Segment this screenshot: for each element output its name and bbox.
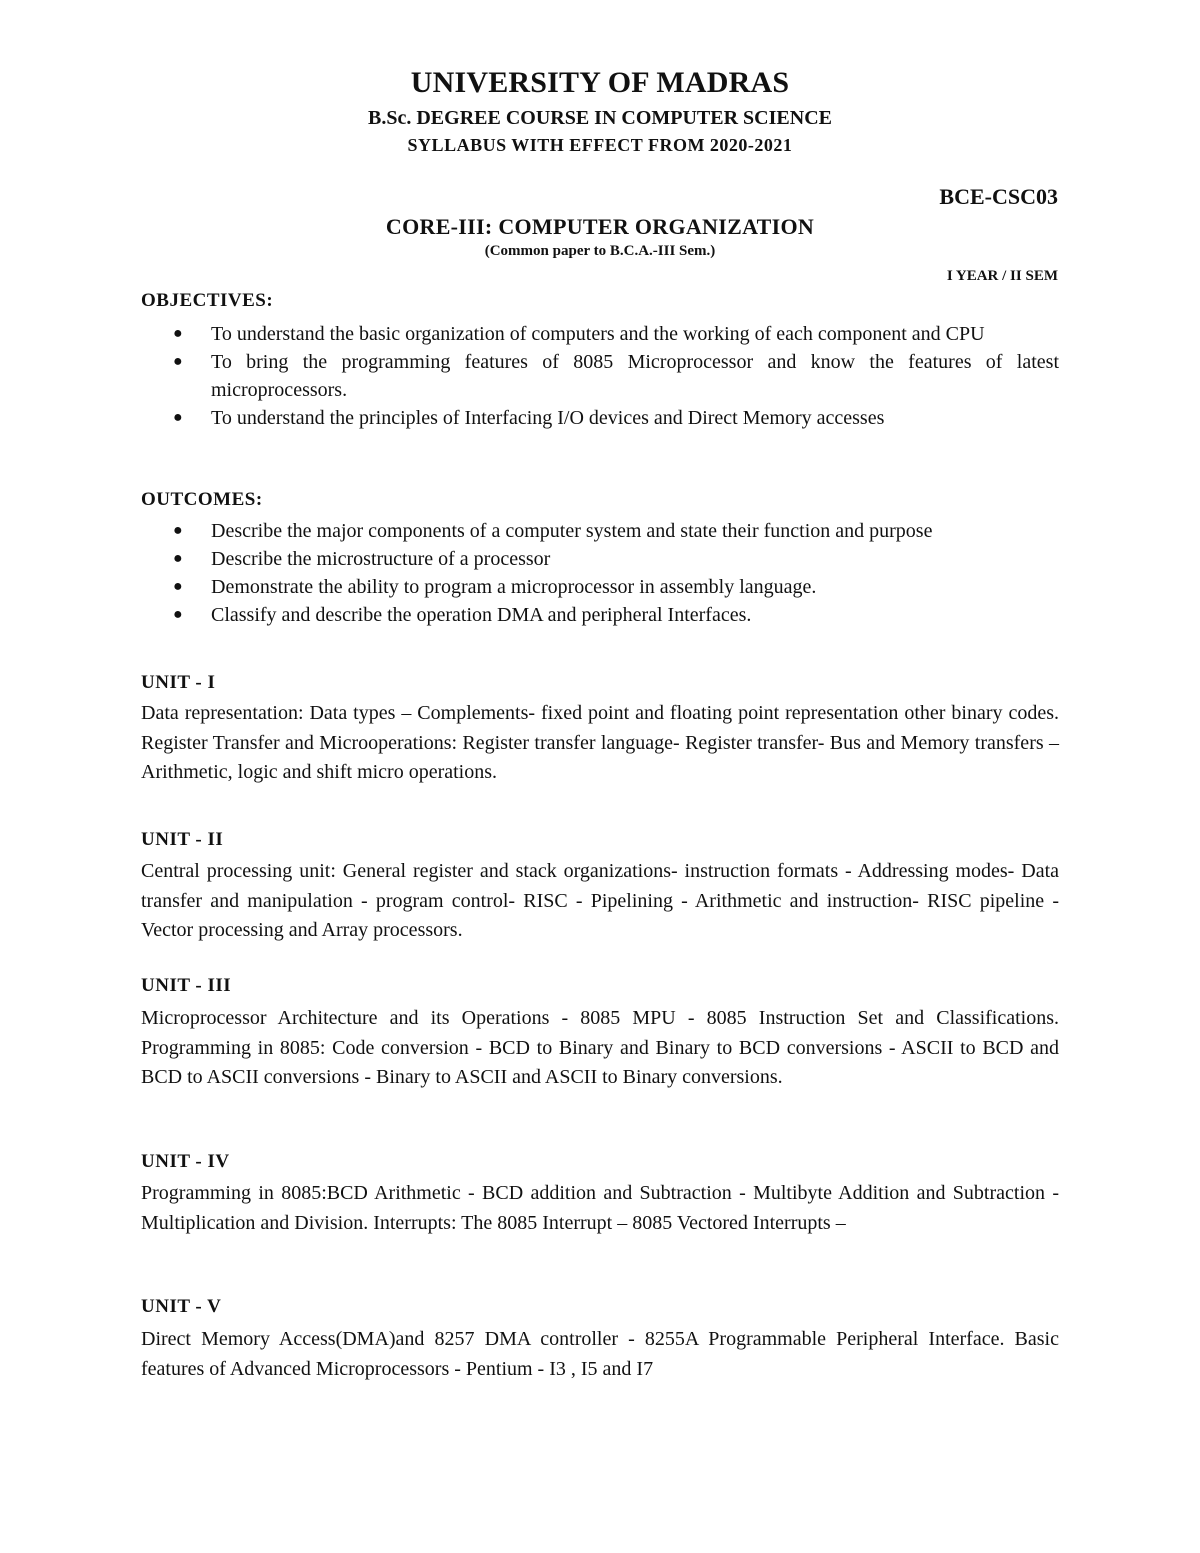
unit-5-body: Direct Memory Access(DMA)and 8257 DMA controller - 8255A Programmable Peripheral Interface. Basic features of Advanced Microprocessors - Pentium - I3 , I5 and I7 — [141, 1328, 1059, 1380]
list-item: ● To understand the principles of Interfacing I/O devices and Direct Memory accesses — [141, 404, 1059, 432]
unit-3-heading: UNIT - III — [141, 975, 232, 996]
bullet-icon: ● — [173, 606, 183, 623]
list-item: ● To understand the basic organization of computers and the working of each component and CPU — [141, 320, 1059, 348]
course-code: BCE-CSC03 — [939, 184, 1058, 209]
list-item: ● To bring the programming features of 8085 Microprocessor and know the features of latest microprocessors. — [141, 348, 1059, 404]
syllabus-effective-line: SYLLABUS WITH EFFECT FROM 2020-2021 — [407, 135, 793, 155]
list-item: ● Describe the microstructure of a processor — [141, 545, 1001, 573]
outcomes-heading: OUTCOMES: — [141, 489, 263, 510]
unit-2-body: Central processing unit: General register and stack organizations- instruction formats - Addressing modes- Data transfer and manipulation - program control- RISC - Pipelining - Arithmetic and instruction- RISC pipeline - Vector processing and Array processors. — [141, 860, 1059, 941]
unit-4-body: Programming in 8085:BCD Arithmetic - BCD addition and Subtraction - Multibyte Addition and Subtraction - Multiplication and Division. Interrupts: The 8085 Interrupt – 8085 Vectored Interrupts – — [141, 1182, 1059, 1234]
outcomes-list — [141, 517, 1001, 629]
unit-1-heading: UNIT - I — [141, 672, 216, 693]
common-paper-note: (Common paper to B.C.A.-III Sem.) — [484, 243, 716, 259]
bullet-icon: ● — [173, 325, 183, 342]
unit-1-body: Data representation: Data types – Complements- fixed point and floating point representation other binary codes. Register Transfer and Microoperations: Register transfer language- Register transfer- Bus and Memory transfers – Arithmetic, logic and shift micro operations. — [141, 702, 1059, 783]
university-title: UNIVERSITY OF MADRAS — [410, 66, 790, 99]
bullet-icon: ● — [173, 522, 183, 539]
unit-3-body: Microprocessor Architecture and its Operations - 8085 MPU - 8085 Instruction Set and Classifications. Programming in 8085: Code conversion - BCD to Binary and Binary to BCD conversions - ASCII to BCD and BCD to ASCII conversions - Binary to ASCII and ASCII to Binary conversions. — [141, 1007, 1059, 1088]
list-item: ● Demonstrate the ability to program a microprocessor in assembly language. — [141, 573, 1001, 601]
list-item: ● Classify and describe the operation DMA and peripheral Interfaces. — [141, 601, 1001, 629]
unit-2-heading: UNIT - II — [141, 829, 224, 850]
objectives-list — [141, 320, 1059, 432]
unit-5-heading: UNIT - V — [141, 1296, 222, 1317]
bullet-icon: ● — [173, 409, 183, 426]
bullet-icon: ● — [173, 550, 183, 567]
bullet-icon: ● — [173, 578, 183, 595]
list-item: ● Describe the major components of a computer system and state their function and purpose — [141, 517, 1001, 545]
objectives-heading: OBJECTIVES: — [141, 290, 274, 311]
degree-title: B.Sc. DEGREE COURSE IN COMPUTER SCIENCE — [368, 107, 832, 129]
course-title: CORE-III: COMPUTER ORGANIZATION — [385, 214, 815, 239]
unit-4-heading: UNIT - IV — [141, 1151, 230, 1172]
year-semester: I YEAR / II SEM — [946, 268, 1058, 284]
bullet-icon: ● — [173, 353, 183, 370]
